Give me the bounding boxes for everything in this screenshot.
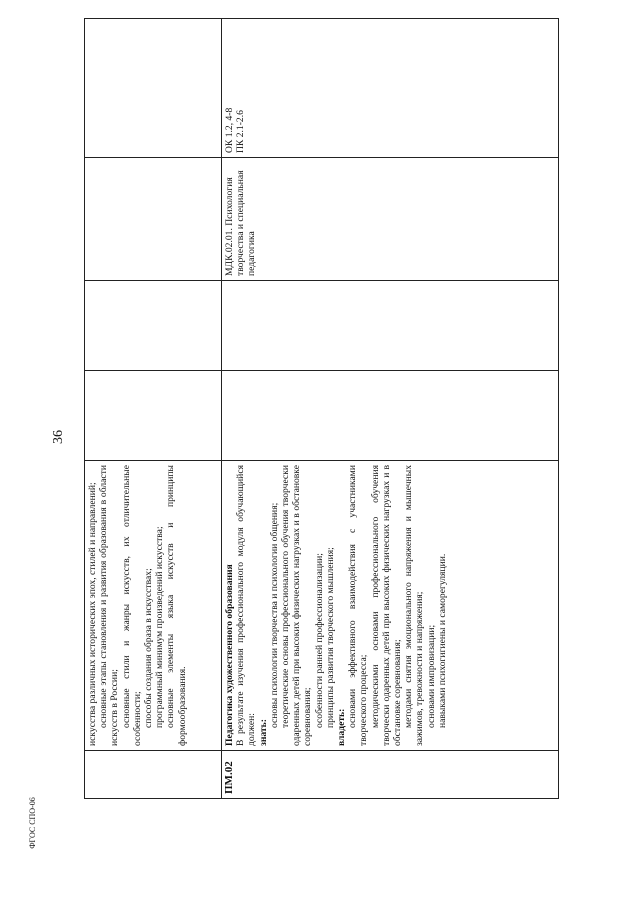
competences-cell	[85, 17, 221, 157]
list-item: особенности ранней профессионализации;	[313, 553, 325, 728]
know-list	[269, 465, 336, 746]
know-label: знать:	[257, 719, 269, 746]
list-item: основные элементы языка искусств и принципы формообразования.	[165, 465, 188, 746]
list-item: основные этапы становления и развития образования в области искусств в России;	[98, 465, 121, 746]
table-row	[222, 19, 558, 798]
own-label: владеть:	[336, 708, 348, 746]
list-item: искусства различных исторических эпох, стилей и направлений;	[87, 482, 98, 746]
list-item: основами импровизации;	[425, 624, 437, 728]
competences-pk: ПК 2.1-2.6	[235, 110, 247, 153]
competences-ok: ОК 1.2, 4-8	[224, 107, 235, 153]
max-hours-cell	[85, 370, 221, 460]
list-item: основные стили и жанры искусств, их отличительные особенности;	[120, 465, 143, 746]
list-item: теоретические основы профессионального обучения творчески одаренных детей при высоких физических нагрузках и в обстановке соревнования;	[280, 465, 314, 746]
footer-label: ФГОС СПО-06	[28, 797, 37, 849]
list-item: основами эффективного взаимодействия с участниками творческого процесса;	[347, 465, 370, 746]
module-code-cell: ПМ.02	[222, 750, 558, 798]
table-row	[85, 19, 222, 798]
mdk-cell: МДК.02.01. Психология творчества и специальная педагогика	[222, 157, 558, 280]
list-item: принципы развития творческого мышления;	[324, 547, 336, 728]
required-hours-cell	[85, 280, 221, 370]
module-description-cell	[85, 460, 221, 750]
list-item: основы психологии творчества и психологии общения;	[268, 502, 280, 728]
curriculum-table	[84, 18, 559, 799]
module-code-cell	[85, 750, 221, 798]
module-intro: В результате изучения профессионального модуля обучающийся должен:	[235, 465, 258, 746]
list-item: методическими основами профессионального обучения творчески одаренных детей при высоких физических нагрузках и в обстановке соревнования;	[369, 465, 404, 746]
module-description-cell	[222, 460, 558, 750]
max-hours-cell	[222, 370, 558, 460]
required-hours-cell	[222, 280, 558, 370]
module-title: Педагогика художественного образования	[224, 564, 235, 746]
own-list	[347, 465, 448, 746]
list-item: программный минимум произведений искусства;	[154, 526, 166, 728]
mdk-cell	[85, 157, 221, 280]
competences-cell	[222, 17, 558, 157]
curriculum-table-wrapper	[84, 18, 559, 799]
list-item: способы создания образа в искусствах;	[143, 568, 155, 728]
list-item: навыками психогигиены и саморегуляции.	[436, 553, 448, 728]
list-item: методами снятия эмоционального напряжения и мышечных зажимов, тревожности и напряжения;	[403, 465, 426, 746]
page-number: 36	[51, 430, 66, 444]
